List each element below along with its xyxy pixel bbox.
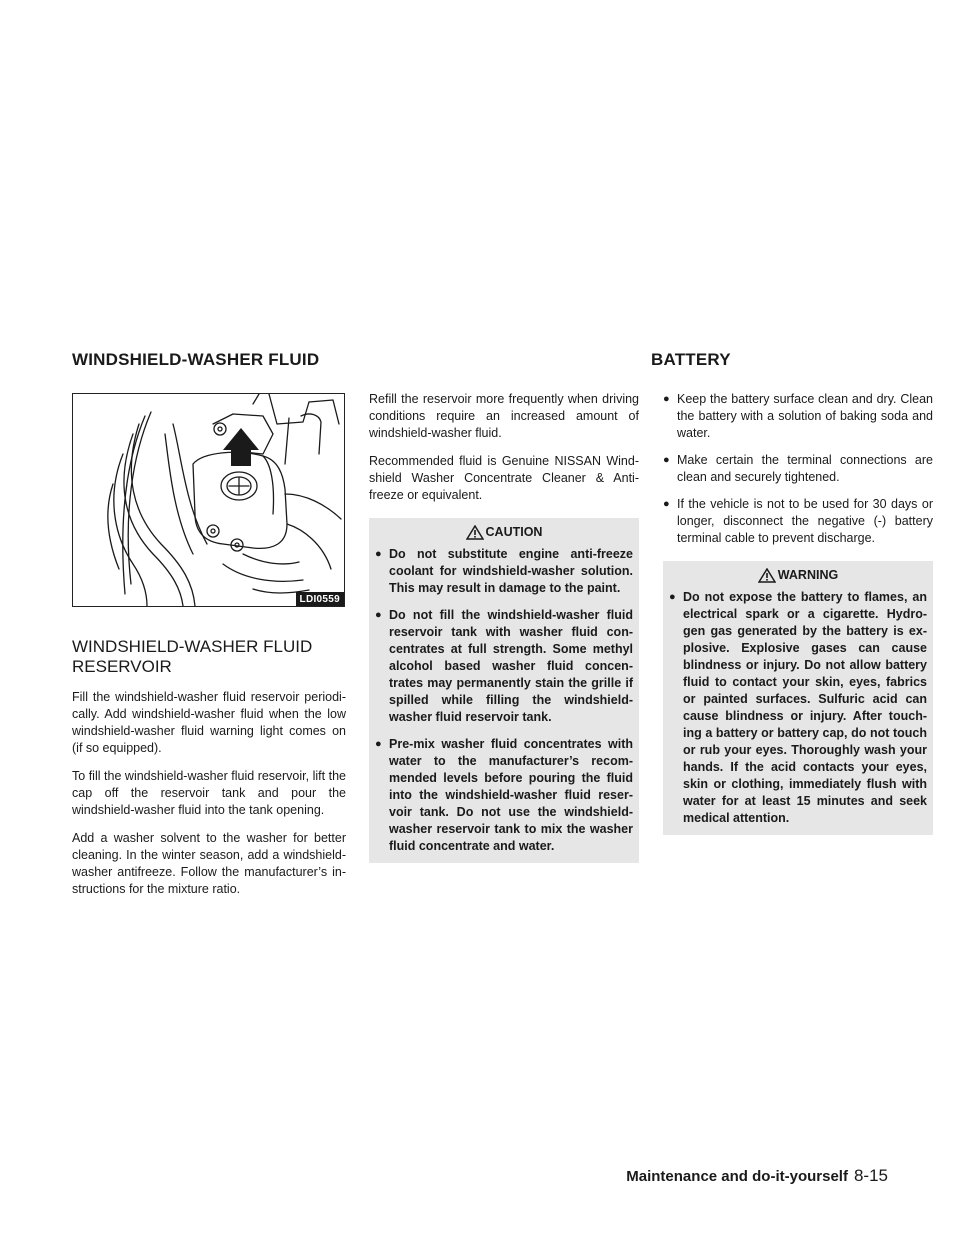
- caution-item: [375, 546, 633, 597]
- battery-column: [663, 391, 933, 835]
- washer-paragraph-2: To fill the windshield-washer fluid reservoir, lift the cap off the reservoir tank and pour the windshield-washer fluid into the tank opening.: [72, 769, 346, 817]
- caution-item-text: Pre-mix washer fluid concentrates with water to the manufacturer’s recom- mended levels before pouring the fluid into the windshield-washer fluid reser- voir tank. Do not use the windshield- washer reservoir tank to mix the washer fluid concentrate and water.: [389, 737, 633, 853]
- battery-item: [663, 452, 933, 486]
- washer-paragraph-1: Fill the windshield-washer fluid reservoir periodi- cally. Add windshield-washer fluid when the low windshield-washer fluid warning light comes on (if so equipped).: [72, 690, 346, 755]
- warning-item: [669, 589, 927, 827]
- bullet-icon: ●: [375, 548, 382, 560]
- caution-title: [375, 524, 633, 540]
- washer-reservoir-illustration: [73, 394, 345, 607]
- section-heading-washer: WINDSHIELD-WASHER FLUID: [72, 350, 320, 369]
- caution-item: [375, 736, 633, 855]
- battery-item-text: If the vehicle is not to be used for 30 days or longer, disconnect the negative (-) battery terminal cable to prevent discharge.: [677, 497, 933, 545]
- caution-box: [369, 518, 639, 863]
- warning-triangle-icon: [466, 525, 484, 540]
- washer-reservoir-subheading: WINDSHIELD-WASHER FLUID RESERVOIR: [72, 637, 313, 676]
- warning-item-text: Do not expose the battery to flames, an electrical spark or a cigarette. Hydro- gen gas generated by the battery is ex- plosive. Explosive gases can cause blindness or injury. Do not allow battery fluid to contact your skin, eyes, fabrics or painted surfaces. Sulfuric acid can cause blindness or injury. After touch- ing a battery or battery cap, do not touch or rub your eyes. Thoroughly wash your hands. If the acid contacts your eyes, skin or clothing, immediately flush with water for at least 15 minutes and seek medical attention.: [683, 590, 927, 825]
- warning-triangle-icon: [758, 568, 776, 583]
- recommended-fluid-paragraph: Recommended fluid is Genuine NISSAN Wind- shield Washer Concentrate Cleaner & Anti- freeze or equivalent.: [369, 454, 639, 502]
- footer-title: Maintenance and do-it-yourself: [626, 1168, 848, 1185]
- washer-reservoir-section: [72, 637, 346, 909]
- warning-title: [669, 567, 927, 583]
- battery-item: [663, 496, 933, 547]
- warning-box: [663, 561, 933, 835]
- caution-item: [375, 607, 633, 726]
- warning-title-text: WARNING: [777, 568, 839, 582]
- bullet-icon: ●: [663, 498, 670, 510]
- section-heading-battery: BATTERY: [651, 350, 731, 369]
- bullet-icon: ●: [375, 738, 382, 750]
- washer-column-2: [369, 391, 639, 863]
- washer-paragraph-3: Add a washer solvent to the washer for better cleaning. In the winter season, add a windshield- washer antifreeze. Follow the manufacturer’s in- structions for the mixture ratio.: [72, 831, 346, 896]
- figure-label: LDI0559: [296, 592, 344, 606]
- bullet-icon: ●: [669, 591, 676, 603]
- battery-item-text: Make certain the terminal connections are clean and securely tightened.: [677, 453, 933, 484]
- refill-paragraph: Refill the reservoir more frequently when driving conditions require an increased amount of windshield-washer fluid.: [369, 392, 639, 440]
- bullet-icon: ●: [375, 609, 382, 621]
- page-number: 8-15: [853, 1166, 888, 1185]
- bullet-icon: ●: [663, 454, 670, 466]
- page-footer: [626, 1166, 888, 1186]
- battery-item-text: Keep the battery surface clean and dry. Clean the battery with a solution of baking soda and water.: [677, 392, 933, 440]
- caution-title-text: CAUTION: [485, 525, 543, 539]
- caution-item-text: Do not fill the windshield-washer fluid reservoir tank with washer fluid con- centrates at full strength. Some methyl alcohol based washer fluid concen- trates may permanently stain the grille if spilled while filling the windshield- washer fluid reservoir tank.: [389, 608, 633, 724]
- bullet-icon: ●: [663, 393, 670, 405]
- caution-item-text: Do not substitute engine anti-freeze coolant for windshield-washer solution. This may result in damage to the paint.: [389, 547, 633, 595]
- washer-reservoir-figure: [72, 393, 345, 607]
- battery-item: [663, 391, 933, 442]
